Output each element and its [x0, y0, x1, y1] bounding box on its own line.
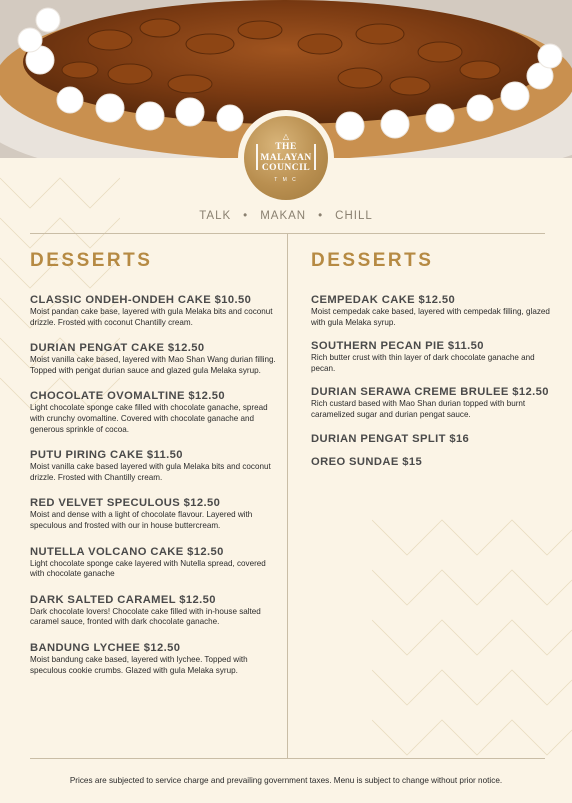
- tagline-chill: CHILL: [335, 210, 373, 222]
- menu-item-name: DURIAN PENGAT CAKE $12.50: [30, 342, 205, 355]
- menu-item: [311, 386, 551, 420]
- divider-bottom: [30, 758, 545, 759]
- menu-item: [30, 294, 282, 328]
- tagline: [0, 210, 572, 222]
- menu-item: [30, 594, 282, 628]
- roof-icon: △: [282, 132, 290, 142]
- bullet-icon: •: [243, 210, 249, 222]
- menu-item-description: Moist vanilla cake based, layered with Mao Shan Wang durian filling. Topped with pengat durian sauce and glazed gula Melaka syrup.: [30, 355, 276, 375]
- menu-item-name: SOUTHERN PECAN PIE $11.50: [311, 340, 484, 353]
- divider-vertical: [287, 233, 288, 758]
- menu-item: [30, 449, 282, 483]
- menu-item: [30, 497, 282, 531]
- knife-icon: [314, 144, 316, 170]
- section-title: DESSERTS: [30, 250, 153, 271]
- logo-monogram: T M C: [274, 176, 298, 183]
- menu-item-name: CLASSIC ONDEH-ONDEH CAKE $10.50: [30, 294, 252, 306]
- logo-line-3: COUNCIL: [261, 163, 311, 174]
- menu-item-name: CEMPEDAK CAKE $12.50: [311, 294, 456, 306]
- menu-item-description: Moist bandung cake based, layered with lychee. Topped with speculous cookie crumbs. Glazed with gula Melaka syrup.: [30, 654, 248, 675]
- menu-item-name: OREO SUNDAE $15: [311, 455, 423, 468]
- menu-item: [311, 433, 551, 446]
- menu-item-description: Moist and dense with a light of chocolate flavour. Layered with speculous and frosted with our in house buttercream.: [30, 510, 253, 530]
- menu-item: [30, 546, 282, 580]
- menu-item-name: DARK SALTED CARAMEL $12.50: [30, 593, 216, 606]
- menu-item-description: Light chocolate sponge cake layered with Nutella spread, covered with chocolate ganache: [30, 558, 266, 579]
- menu-item-description: Dark chocolate lovers! Chocolate cake filled with in-house salted caramel sauce, fronted with dark chocolate ganache.: [30, 606, 261, 627]
- menu-item-name: NUTELLA VOLCANO CAKE $12.50: [30, 545, 224, 558]
- footer-disclaimer: Prices are subjected to service charge and prevailing government taxes. Menu is subject to change without prior notice.: [69, 776, 503, 785]
- menu-item-name: DURIAN PENGAT SPLIT $16: [311, 432, 470, 445]
- menu-item: [311, 294, 551, 328]
- menu-item-description: Rich custard based with Mao Shan durian topped with burnt caramelized sugar and durian pengat sauce.: [311, 399, 526, 419]
- menu-item-name: DURIAN SERAWA CREME BRULEE $12.50: [311, 386, 549, 399]
- fork-icon: [256, 144, 258, 170]
- menu-item-description: Moist pandan cake base, layered with gula Melaka bits and coconut drizzle. Frosted with coconut Chantilly cream.: [30, 307, 273, 327]
- menu-column-left: [30, 250, 282, 690]
- decorative-pattern-right: [372, 500, 572, 760]
- tagline-talk: TALK: [199, 210, 232, 222]
- menu-item: [30, 642, 282, 676]
- menu-item-description: Light chocolate sponge cake filled with chocolate ganache, spread with crunchy ovomaltine. Covered with chocolate ganache and generous sprinkle of cocoa.: [30, 403, 268, 434]
- menu-item-name: BANDUNG LYCHEE $12.50: [30, 641, 181, 654]
- menu-item-description: Moist cempedak cake based, layered with cempedak filling, glazed with gula Melaka syrup.: [311, 307, 550, 327]
- restaurant-logo: [238, 110, 334, 206]
- menu-item-name: CHOCOLATE OVOMALTINE $12.50: [30, 390, 226, 403]
- menu-item: [30, 342, 282, 376]
- menu-item-name: RED VELVET SPECULOUS $12.50: [30, 497, 221, 510]
- bullet-icon: •: [318, 210, 324, 222]
- menu-item-name: PUTU PIRING CAKE $11.50: [30, 449, 183, 462]
- logo-line-2: MALAYAN: [260, 152, 312, 163]
- menu-column-right: [311, 250, 551, 479]
- section-title: DESSERTS: [311, 250, 434, 271]
- menu-item: [311, 340, 551, 374]
- menu-item-description: Rich butter crust with thin layer of dark chocolate ganache and pecan.: [311, 353, 535, 373]
- logo-line-1: THE: [275, 142, 297, 153]
- logo-badge: [244, 116, 328, 200]
- menu-item: [30, 390, 282, 435]
- menu-item-description: Moist vanilla cake based layered with gula Melaka bits and coconut drizzle. Frosted with Chantilly cream.: [30, 462, 271, 482]
- tagline-makan: MAKAN: [260, 210, 307, 222]
- menu-item: [311, 456, 551, 469]
